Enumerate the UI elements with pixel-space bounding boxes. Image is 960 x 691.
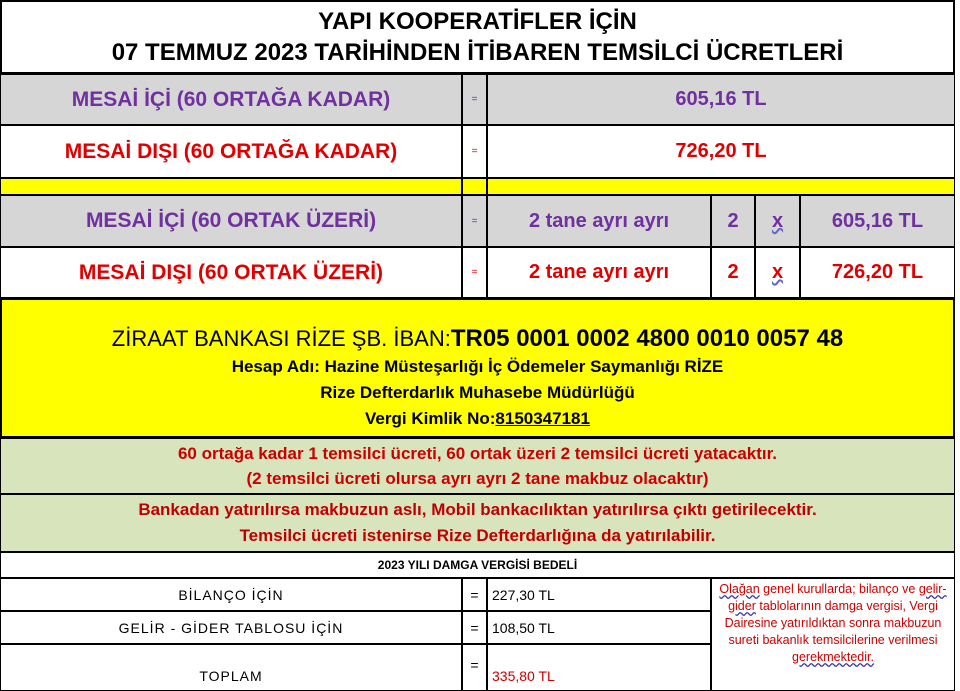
fee-amount-row4: 726,20 TL <box>800 247 955 298</box>
receipt-note-line-2: Temsilci ücreti istenirse Rize Defterdarlığına da yatırılabilir. <box>239 526 716 545</box>
fee-equals-row1: = <box>462 74 487 125</box>
title-line-1: YAPI KOOPERATİFLER İÇİN <box>318 8 637 35</box>
separator-cell-2 <box>462 178 487 195</box>
fee-times-row4 <box>755 247 800 298</box>
fee-note-row4: 2 tane ayrı ayrı <box>487 247 711 298</box>
fee-times-row3 <box>755 195 800 247</box>
fee-equals-row3: = <box>462 195 487 247</box>
stamp-label-income: GELİR - GİDER TABLOSU İÇİN <box>0 611 462 644</box>
fee-label-row2: MESAİ DIŞI (60 ORTAĞA KADAR) <box>0 125 462 178</box>
fee-amount-row3: 605,16 TL <box>800 195 955 247</box>
iban-line <box>112 324 843 354</box>
fee-label-row3: MESAİ İÇİ (60 ORTAK ÜZERİ) <box>0 195 462 247</box>
times-sign-row3: x <box>771 209 784 232</box>
iban-number: TR05 0001 0002 4800 0010 0057 48 <box>450 325 844 352</box>
remark-word-1: Olağan <box>719 582 760 596</box>
stamp-label-balance: BİLANÇO İÇİN <box>0 578 462 611</box>
fee-equals-row4: = <box>462 247 487 298</box>
representative-note-line-1: 60 ortağa kadar 1 temsilci ücreti, 60 ortak üzeri 2 temsilci ücreti yatacaktır. <box>177 444 778 463</box>
representative-note <box>0 438 955 494</box>
stamp-value-balance: 227,30 TL <box>487 578 711 611</box>
fee-count-row3: 2 <box>711 195 755 247</box>
fee-amount-row1: 605,16 TL <box>487 74 955 125</box>
remark-text-2: tablolarının damga vergisi, Vergi Dairesine yatırıldıktan sonra makbuzun sureti bakanlık temsilcilerine verilmesi <box>724 599 942 647</box>
stamp-value-total: 335,80 TL <box>487 644 711 691</box>
account-name: Hesap Adı: Hazine Müsteşarlığı İç Ödemeler Saymanlığı RİZE <box>231 357 724 376</box>
title-line-2: 07 TEMMUZ 2023 TARİHİNDEN İTİBAREN TEMSİLCİ ÜCRETLERİ <box>111 39 844 66</box>
representative-note-line-2: (2 temsilci ücreti olursa ayrı ayrı 2 tane makbuz olacaktır) <box>246 469 709 488</box>
tax-id-label: Vergi Kimlik No: <box>365 409 496 428</box>
stamp-equals-balance: = <box>462 578 487 611</box>
stamp-remark <box>711 578 955 691</box>
accounting-office: Rize Defterdarlık Muhasebe Müdürlüğü <box>320 383 635 402</box>
separator-cell-1 <box>0 178 462 195</box>
stamp-label-total: TOPLAM <box>0 644 462 691</box>
separator-cell-3 <box>487 178 955 195</box>
fee-note-row3: 2 tane ayrı ayrı <box>487 195 711 247</box>
stamp-equals-income: = <box>462 611 487 644</box>
remark-word-2: gelir-gider <box>728 582 947 613</box>
title-block <box>0 0 955 74</box>
fee-count-row4: 2 <box>711 247 755 298</box>
stamp-equals-total: = <box>462 644 487 691</box>
tax-id-line <box>365 406 590 432</box>
tax-id-number: 8150347181 <box>495 409 590 428</box>
remark-text-1: genel kurullarda; bilanço ve <box>759 582 919 596</box>
stamp-remark-text <box>716 581 950 666</box>
fee-label-row1: MESAİ İÇİ (60 ORTAĞA KADAR) <box>0 74 462 125</box>
stamp-tax-title: 2023 YILI DAMGA VERGİSİ BEDELİ <box>0 552 955 578</box>
fee-equals-row2: = <box>462 125 487 178</box>
times-sign-row4: x <box>771 261 784 283</box>
receipt-note <box>0 494 955 552</box>
stamp-value-income: 108,50 TL <box>487 611 711 644</box>
remark-word-3: gerekmektedir. <box>792 650 874 664</box>
bank-info-block <box>0 298 955 438</box>
receipt-note-line-1: Bankadan yatırılırsa makbuzun aslı, Mobil bankacılıktan yatırılırsa çıktı getirilecektir. <box>138 500 817 519</box>
fee-amount-row2: 726,20 TL <box>487 125 955 178</box>
fee-label-row4: MESAİ DIŞI (60 ORTAK ÜZERİ) <box>0 247 462 298</box>
bank-prefix: ZİRAAT BANKASI RİZE ŞB. İBAN: <box>111 326 451 351</box>
